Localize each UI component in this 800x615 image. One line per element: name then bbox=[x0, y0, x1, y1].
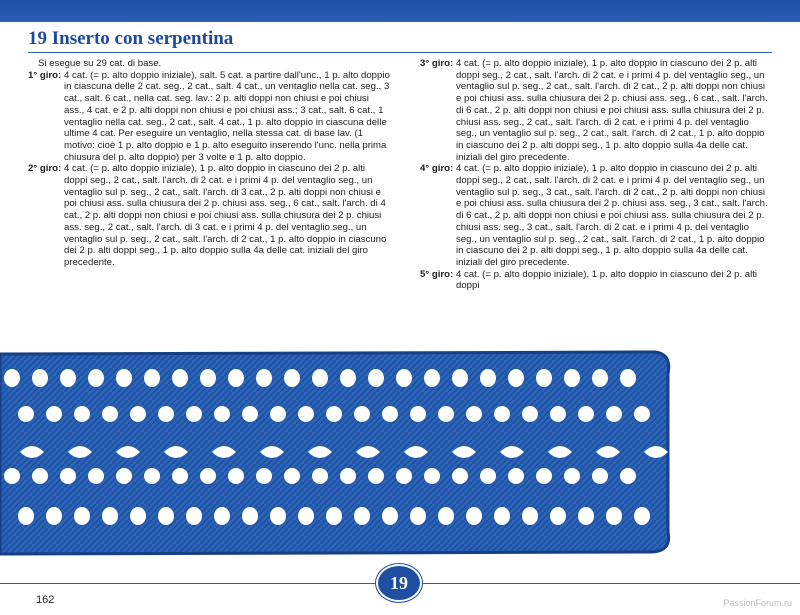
lace-opening bbox=[158, 507, 174, 525]
round-label: 5° giro: bbox=[420, 268, 454, 280]
lace-opening bbox=[354, 406, 370, 422]
lace-opening bbox=[452, 468, 468, 484]
lace-opening bbox=[550, 406, 566, 422]
lace-opening bbox=[508, 468, 524, 484]
lace-opening bbox=[564, 369, 580, 387]
lace-opening bbox=[242, 507, 258, 525]
lace-opening bbox=[312, 468, 328, 484]
round-1 bbox=[28, 70, 390, 164]
lace-opening bbox=[256, 369, 272, 387]
lace-opening bbox=[340, 369, 356, 387]
lace-opening bbox=[32, 468, 48, 484]
lace-opening bbox=[4, 369, 20, 387]
lace-opening bbox=[60, 369, 76, 387]
lace-opening bbox=[620, 369, 636, 387]
lace-opening bbox=[340, 468, 356, 484]
lace-opening bbox=[536, 468, 552, 484]
lace-opening bbox=[298, 406, 314, 422]
lace-opening bbox=[186, 507, 202, 525]
lace-opening bbox=[410, 507, 426, 525]
lace-opening bbox=[354, 507, 370, 525]
lace-opening bbox=[88, 369, 104, 387]
lace-opening bbox=[508, 369, 524, 387]
lace-opening bbox=[592, 468, 608, 484]
round-label: 1° giro: bbox=[28, 69, 62, 81]
lace-opening bbox=[214, 406, 230, 422]
lace-opening bbox=[396, 468, 412, 484]
lace-opening bbox=[606, 507, 622, 525]
lace-opening bbox=[228, 369, 244, 387]
lace-opening bbox=[522, 507, 538, 525]
top-color-bar bbox=[0, 0, 800, 22]
instructions-left-column bbox=[28, 58, 390, 269]
page-number: 162 bbox=[36, 594, 55, 606]
lace-opening bbox=[368, 369, 384, 387]
lace-opening bbox=[130, 507, 146, 525]
round-text: 4 cat. (= p. alto doppio iniziale), salt. 5 cat. a partire dall'unc., 1 p. alto doppio in ciascuna delle 2 cat. seg., 2 cat., salt. 4 cat., un ventaglio nella cat. seg., 3 cat., salt. 6 cat., nella cat. seg. lav.: 2 p. alti doppi non chiusi e poi chiusi ass., 4 cat. e 2 p. alti doppi non chiusi e poi chiusi ass.; 3 cat., salt. 6 cat., 1 ventaglio nella cat. seg., 2 cat., salt. 4 cat., 1 p. alto doppio in ciascuna delle ultime 4 cat. Per eseguire un ventaglio, nella stessa cat. di base lav. (1 motivo: cioè 1 p. alto doppio e 1 p. alto eseguito inserendo l'unc. nella prima chiusura del p. alto doppio) per 3 volte e 1 p. alto doppio. bbox=[64, 69, 390, 163]
lace-opening bbox=[452, 369, 468, 387]
lace-opening bbox=[298, 507, 314, 525]
lace-opening bbox=[46, 406, 62, 422]
round-2 bbox=[28, 163, 390, 268]
lace-opening bbox=[74, 507, 90, 525]
lace-opening bbox=[494, 507, 510, 525]
lace-opening bbox=[368, 468, 384, 484]
lace-opening bbox=[284, 369, 300, 387]
lace-opening bbox=[424, 468, 440, 484]
lace-opening bbox=[424, 369, 440, 387]
page-title: 19 Inserto con serpentina bbox=[28, 28, 234, 49]
lace-opening bbox=[480, 369, 496, 387]
lace-opening bbox=[438, 406, 454, 422]
lace-opening bbox=[144, 468, 160, 484]
round-label: 2° giro: bbox=[28, 163, 62, 175]
lace-opening bbox=[242, 406, 258, 422]
lace-opening bbox=[102, 406, 118, 422]
lace-opening bbox=[382, 406, 398, 422]
lace-opening bbox=[592, 369, 608, 387]
lace-opening bbox=[172, 369, 188, 387]
lace-opening bbox=[130, 406, 146, 422]
round-text: 4 cat. (= p. alto doppio iniziale), 1 p. alto doppio in ciascuno dei 2 p. alti doppi bbox=[456, 268, 758, 292]
lace-opening bbox=[200, 468, 216, 484]
lace-opening bbox=[186, 406, 202, 422]
lace-opening bbox=[550, 507, 566, 525]
lace-opening bbox=[634, 406, 650, 422]
round-label: 4° giro: bbox=[420, 163, 454, 175]
lace-opening bbox=[634, 507, 650, 525]
lace-opening bbox=[200, 369, 216, 387]
lace-opening bbox=[256, 468, 272, 484]
round-5 bbox=[420, 269, 772, 292]
lace-opening bbox=[88, 468, 104, 484]
pattern-number-badge: 19 bbox=[378, 566, 420, 600]
lace-opening bbox=[74, 406, 90, 422]
lace-opening bbox=[326, 507, 342, 525]
lace-opening bbox=[214, 507, 230, 525]
lace-opening bbox=[116, 369, 132, 387]
lace-opening bbox=[158, 406, 174, 422]
instructions-right-column bbox=[420, 58, 772, 292]
lace-opening bbox=[480, 468, 496, 484]
lace-opening bbox=[46, 507, 62, 525]
round-text: 4 cat. (= p. alto doppio iniziale), 1 p. alto doppio in ciascuno dei 2 p. alti doppi seg., 2 cat., salt. l'arch. di 2 cat. e i primi 4 p. del ventaglio seg., un ventaglio sul p. seg., 2 cat., salt. l'arch. di 3 cat., 2 p. alti doppi non chiusi e poi chiusi ass. sulla chiusura dei 2 p. chiusi ass. seg., 6 cat., salt. l'arch. di 4 cat., 2 p. alti doppi non chiusi e poi chiusi ass. sulla chiusura dei 2 p. chiusi ass. seg., 2 cat., salt. l'arch. di 3 cat. e i primi 4 p. del ventaglio seg., un ventaglio sul p. seg., 2 cat., salt. l'arch. di 2 cat., 1 p. alto doppio in ciascuno dei 2 p. alti doppi seg., 1 p. alto doppio sulla 4a delle cat. iniziali del giro precedente. bbox=[64, 163, 387, 268]
lace-opening bbox=[32, 369, 48, 387]
lace-opening bbox=[18, 507, 34, 525]
round-text: 4 cat. (= p. alto doppio iniziale), 1 p. alto doppio in ciascuno dei 2 p. alti doppi seg., 2 cat., salt. l'arch. di 2 cat. e i primi 4 p. del ventaglio seg., un ventaglio sul p. seg., 3 cat., salt. l'arch. di 2 cat., 2 p. alti doppi non chiusi e poi chiusi ass. sulla chiusura dei 2 p. chiusi ass. seg., 3 cat., salt. l'arch. di 6 cat., 2 p. alti doppi non chiusi e poi chiusi ass. sulla chiusura dei 2 p. chiusi ass. seg., 3 cat., salt. l'arch. di 2 cat. e i primi 4 p. del ventaglio seg., un ventaglio sul p. seg., 2 cat., salt. l'arch. di 2 cat., 1 p. alto doppio in ciascuno dei 2 p. alti doppi seg., 1 p. alto doppio sulla 4a delle cat. iniziali del giro precedente. bbox=[456, 163, 768, 268]
watermark: PassionForum.ru bbox=[723, 598, 792, 608]
lace-opening bbox=[466, 507, 482, 525]
lace-opening bbox=[410, 406, 426, 422]
lace-opening bbox=[270, 507, 286, 525]
round-text: 4 cat. (= p. alto doppio iniziale), 1 p. alto doppio in ciascuno dei 2 p. alti doppi seg., 2 cat., salt. l'arch. di 2 cat. e i primi 4 p. del ventaglio seg., un ventaglio sul p. seg., 2 cat., salt. l'arch. di 2 cat., 2 p. alti doppi non chiusi e poi chiusi ass. sulla chiusura dei 2 p. chiusi ass. seg., 6 cat., salt. l'arch. di 6 cat., 2 p. alti doppi non chiusi e poi chiusi ass. sulla chiusura dei 2 p. chiusi ass. seg., 2 cat., salt. l'arch. di 2 cat. e i primi 4 p. del ventaglio seg., un ventaglio sul p. seg., 2 cat., salt. l'arch. di 2 cat., 1 p. alto doppio in ciascuno dei 2 p. alti doppi seg., 1 p. alto doppio sulla 4a delle cat. iniziali del giro precedente. bbox=[456, 58, 768, 163]
lace-opening bbox=[18, 406, 34, 422]
lace-opening bbox=[270, 406, 286, 422]
lace-opening bbox=[494, 406, 510, 422]
lace-opening bbox=[172, 468, 188, 484]
lace-opening bbox=[536, 369, 552, 387]
lace-opening bbox=[102, 507, 118, 525]
lace-opening bbox=[4, 468, 20, 484]
lace-opening bbox=[522, 406, 538, 422]
lace-opening bbox=[466, 406, 482, 422]
lace-opening bbox=[284, 468, 300, 484]
lace-opening bbox=[606, 406, 622, 422]
lace-opening bbox=[228, 468, 244, 484]
title-divider bbox=[28, 52, 772, 53]
lace-opening bbox=[620, 468, 636, 484]
lace-opening bbox=[382, 507, 398, 525]
round-3 bbox=[420, 58, 772, 163]
lace-opening bbox=[578, 507, 594, 525]
lace-opening bbox=[578, 406, 594, 422]
lace-opening bbox=[326, 406, 342, 422]
lace-opening bbox=[60, 468, 76, 484]
lace-opening bbox=[438, 507, 454, 525]
lace-opening bbox=[144, 369, 160, 387]
round-4 bbox=[420, 163, 772, 268]
lace-opening bbox=[396, 369, 412, 387]
round-label: 3° giro: bbox=[420, 58, 454, 69]
lace-opening bbox=[564, 468, 580, 484]
lace-opening bbox=[116, 468, 132, 484]
lace-opening bbox=[312, 369, 328, 387]
crochet-insert-photo bbox=[0, 348, 800, 558]
intro-text: Si esegue su 29 cat. di base. bbox=[38, 58, 162, 69]
